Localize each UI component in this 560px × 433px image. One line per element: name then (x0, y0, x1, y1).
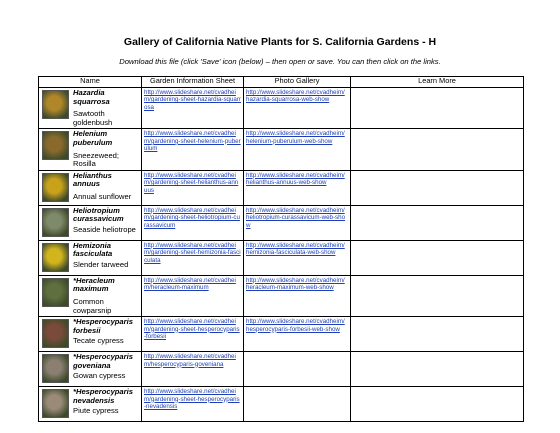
table-row (39, 317, 524, 352)
learn-more-cell (351, 387, 524, 422)
garden-sheet-cell (142, 129, 244, 170)
scientific-name: *Hesperocyparis goveniana (73, 352, 133, 370)
photo-gallery-cell (244, 317, 351, 352)
plant-thumbnail-icon (42, 173, 69, 202)
learn-more-cell (351, 129, 524, 170)
photo-gallery-cell (244, 205, 351, 240)
photo-gallery-cell (244, 275, 351, 316)
name-cell (39, 205, 142, 240)
photo-gallery-cell (244, 352, 351, 387)
common-name: Sneezeweed; Rosilla (73, 150, 120, 169)
photo-gallery-cell (244, 387, 351, 422)
common-name: Seaside heliotrope (73, 224, 136, 234)
garden-sheet-link[interactable]: http://www.slideshare.net/cvadheim/gardening-sheet-hesperocyparis-forbesii (144, 318, 240, 340)
name-cell (39, 275, 142, 316)
scientific-name: *Heracleum maximum (73, 275, 115, 294)
plant-thumbnail-icon (42, 208, 69, 237)
name-cell (39, 170, 142, 205)
table-row (39, 387, 524, 422)
garden-sheet-cell (142, 240, 244, 275)
name-cell (39, 129, 142, 170)
plant-thumbnail-icon (42, 131, 69, 160)
scientific-name: Helianthus annuus (73, 170, 112, 189)
table-row (39, 205, 524, 240)
garden-sheet-link[interactable]: http://www.slideshare.net/cvadheim/gardening-sheet-heliotropium-curassavicum (144, 206, 240, 229)
garden-sheet-link[interactable]: http://www.slideshare.net/cvadheim/gardening-sheet-hemizonia-fasciculata (144, 241, 241, 264)
garden-sheet-cell (142, 317, 244, 352)
common-name: Piute cypress (73, 406, 119, 416)
table-row (39, 240, 524, 275)
garden-sheet-cell (142, 205, 244, 240)
photo-gallery-link[interactable]: http://www.slideshare.net/cvadheim/hazardia-squarrosa-web-show (246, 89, 345, 104)
plant-thumbnail-icon (42, 90, 69, 119)
learn-more-cell (351, 275, 524, 316)
photo-gallery-link[interactable]: http://www.slideshare.net/cvadheim/hemizonia-fasciculata-web-show (246, 241, 345, 257)
header-name: Name (39, 77, 142, 88)
name-cell (39, 240, 142, 275)
garden-sheet-cell (142, 170, 244, 205)
document-title: Gallery of California Native Plants for S. California Gardens - H (123, 36, 437, 48)
photo-gallery-cell (244, 240, 351, 275)
common-name: Common cowparsnip (73, 296, 112, 315)
photo-gallery-cell (244, 88, 351, 129)
common-name: Tecate cypress (73, 336, 124, 346)
garden-sheet-link[interactable]: http://www.slideshare.net/cvadheim/hesperocyparis-goveniana (144, 353, 236, 368)
learn-more-cell (351, 352, 524, 387)
name-cell (39, 88, 142, 129)
common-name: Gowan cypress (73, 371, 126, 381)
photo-gallery-cell (244, 129, 351, 170)
header-photo-gallery: Photo Gallery (244, 77, 351, 88)
garden-sheet-link[interactable]: http://www.slideshare.net/cvadheim/heracleum-maximum (144, 276, 236, 292)
table-row (39, 129, 524, 170)
name-cell (39, 317, 142, 352)
photo-gallery-link[interactable]: http://www.slideshare.net/cvadheim/heracleum-maximum-web-show (246, 276, 345, 292)
plant-thumbnail-icon (42, 243, 69, 272)
plant-gallery-table (38, 76, 524, 422)
table-body (39, 88, 524, 422)
learn-more-cell (351, 88, 524, 129)
scientific-name: Hemizonia fasciculata (73, 240, 113, 259)
table-row (39, 352, 524, 387)
learn-more-cell (351, 317, 524, 352)
scientific-name: *Hesperocyparis nevadensis (73, 387, 133, 405)
table-row (39, 88, 524, 129)
download-instructions: Download this file (click 'Save' icon (below) – then open or save. You can then click on the links. (119, 57, 441, 66)
photo-gallery-link[interactable]: http://www.slideshare.net/cvadheim/hesperocyparis-forbesii-web-show (246, 318, 345, 333)
name-cell (39, 352, 142, 387)
garden-sheet-cell (142, 275, 244, 316)
scientific-name: Hazardia squarrosa (73, 88, 110, 106)
common-name: Annual sunflower (73, 191, 132, 201)
common-name: Slender tarweed (73, 259, 129, 269)
garden-sheet-link[interactable]: http://www.slideshare.net/cvadheim/gardening-sheet-hesperocyparis-nevadensis (144, 388, 240, 410)
table-header-row (39, 77, 524, 88)
scientific-name: Heliotropium curassavicum (73, 205, 124, 224)
name-cell (39, 387, 142, 422)
learn-more-cell (351, 170, 524, 205)
learn-more-cell (351, 240, 524, 275)
garden-sheet-cell (142, 352, 244, 387)
plant-thumbnail-icon (42, 278, 69, 307)
header-learn-more: Learn More (351, 77, 524, 88)
plant-thumbnail-icon (42, 319, 69, 348)
learn-more-cell (351, 205, 524, 240)
garden-sheet-link[interactable]: http://www.slideshare.net/cvadheim/gardening-sheet-helianthus-annuus (144, 171, 239, 194)
scientific-name: *Hesperocyparis forbesii (73, 317, 133, 335)
photo-gallery-link[interactable]: http://www.slideshare.net/cvadheim/helianthus-annuus-web-show (246, 171, 345, 187)
common-name: Sawtooth goldenbush (73, 109, 113, 127)
garden-sheet-cell (142, 88, 244, 129)
plant-thumbnail-icon (42, 389, 69, 418)
photo-gallery-link[interactable]: http://www.slideshare.net/cvadheim/heliotropium-curassavicum-web-show (246, 206, 346, 229)
scientific-name: Helenium puberulum (73, 129, 113, 147)
plant-thumbnail-icon (42, 354, 69, 383)
photo-gallery-link[interactable]: http://www.slideshare.net/cvadheim/helenium-puberulum-web-show (246, 130, 345, 145)
header-garden-info-sheet: Garden Information Sheet (142, 77, 244, 88)
photo-gallery-cell (244, 170, 351, 205)
table-row (39, 170, 524, 205)
garden-sheet-link[interactable]: http://www.slideshare.net/cvadheim/gardening-sheet-helenium-puberulum (144, 130, 241, 153)
garden-sheet-link[interactable]: http://www.slideshare.net/cvadheim/gardening-sheet-hazardia-squarrosa (144, 89, 241, 111)
table-row (39, 275, 524, 316)
garden-sheet-cell (142, 387, 244, 422)
